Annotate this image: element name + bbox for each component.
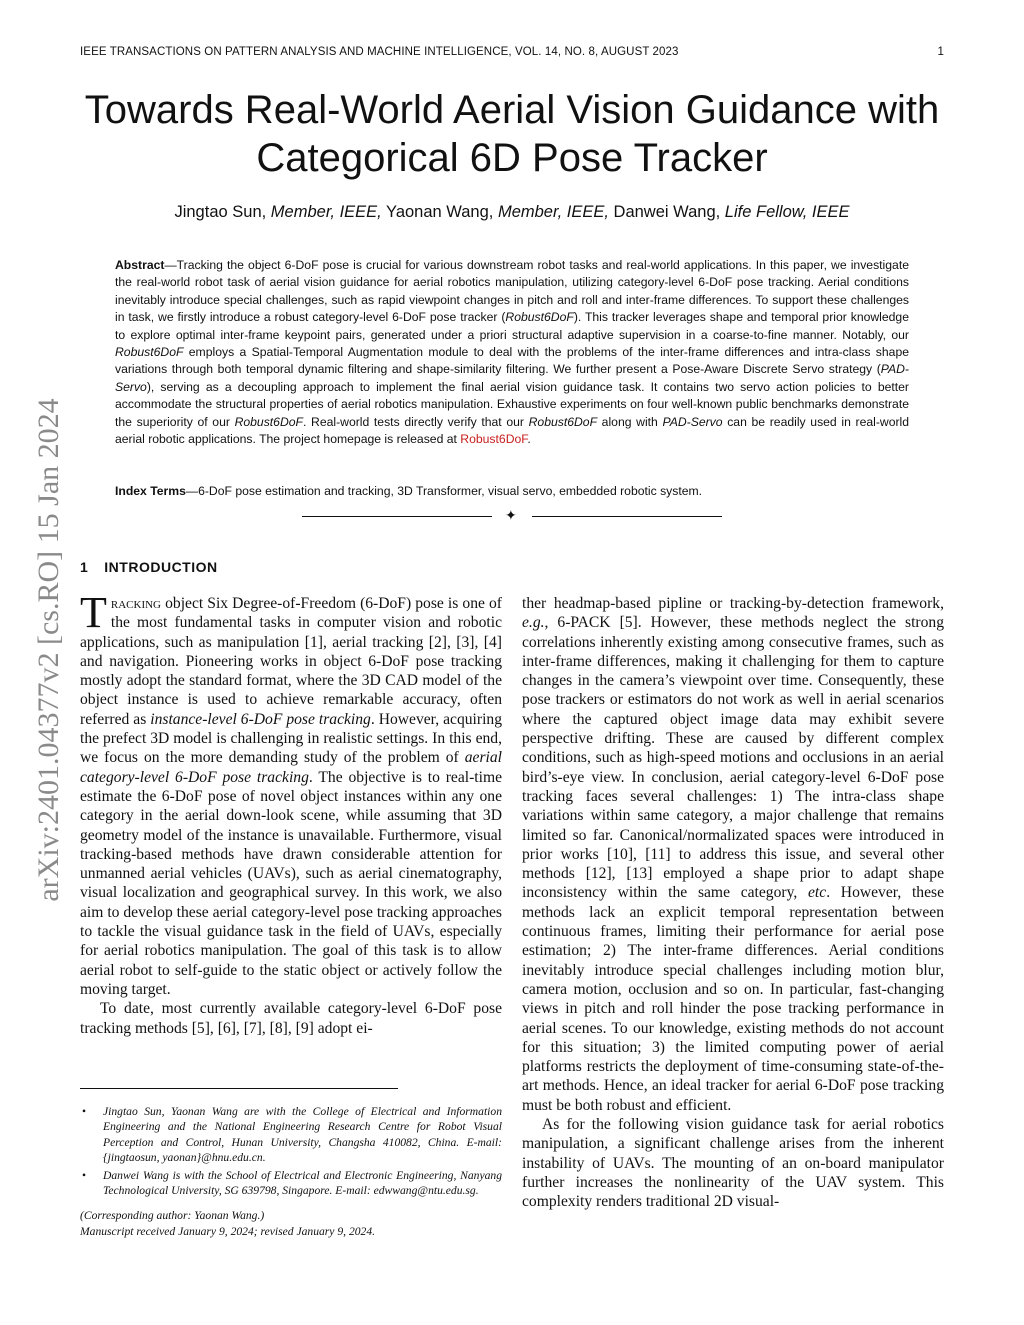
footnote-text: Jingtao Sun, Yaonan Wang are with the College of Electrical and Information Engineering and the National Engineering Research Centre for Robot Visual Perception and Control, Hunan University, Changsha 410082, China. E-mail: {jingtaosun, yaonan}@hnu.edu.cn. [103,1105,502,1165]
footnote-item [80,1168,502,1199]
index-terms-label: Index Terms [115,484,186,498]
index-terms-text: —6-DoF pose estimation and tracking, 3D Transformer, visual servo, embedded robotic system. [185,484,703,498]
section-title: INTRODUCTION [104,559,218,575]
diamond-icon: ✦ [505,509,517,524]
abstract-text: employs a Spatial-Temporal Augmentation module to deal with the problems of the inter-frame differences and intra-class shape variations through both temporal dynamic filtering and shape-similarity filtering. We further present a Pose-Aware Discrete Servo strategy ( [115,345,909,377]
body-text: . However, these methods lack an explicit temporal representation between continuous frames, limiting their performance for aerial pose estimation; 2) The inter-frame differences. Aerial conditions inevitably introduce special challenges including motion blur, camera motion, occlusion and so on. In particular, fast-changing views in pitch and roll hinder the pose tracking performance in aerial scenes. To our knowledge, existing methods do not account for this situation; 3) the limited computing power of aerial platforms restricts the deployment of time-consuming state-of-the-art methods. Hence, an ideal tracker for aerial 6-DoF pose tracking must be both robust and efficient. [522,884,944,1114]
author-2-name: Yaonan Wang, [381,203,498,221]
arxiv-stamp [29,360,69,940]
body-text: , 6-PACK [5]. However, these methods neglect the strong correlations inherently existing among consecutive frames, such as inter-frame differences, making it challenging for them to capture changes in the camera’s viewpoint over time. Consequently, these pose trackers or estimators do not work as well in aerial scenarios where the captured object image data may exhibit severe perspective drifting. These are caused by different complex conditions, such as high-speed motions and occlusions in an aerial bird’s-eye view. In conclusion, aerial category-level 6-DoF pose tracking faces several challenges: 1) The intra-class shape variations within same category, a major challenge that remains limited so far. Canonical/normalizated spaces were introduced in prior works [10], [11] to address this issue, and several other methods [12], [13] employed a shape prior to adapt shape inconsistency within the same category, [522,614,944,902]
abstract-text: along with [597,414,663,429]
author-list [60,203,964,222]
abstract-emph: Robust6DoF [234,414,303,429]
right-column [522,594,944,1212]
footnotes [80,1104,502,1239]
body-text: ther headmap-based pipline or tracking-by-detection framework, [522,595,944,612]
abstract-emph: PAD-Servo [115,362,909,394]
running-header [80,46,944,58]
paragraph [80,588,503,999]
separator-line-right [532,516,722,517]
title-line-1: Towards Real-World Aerial Vision Guidance with [84,88,940,132]
journal-name: IEEE TRANSACTIONS ON PATTERN ANALYSIS AND MACHINE INTELLIGENCE, VOL. 14, NO. 8, AUGUST 2023 [80,46,679,58]
arxiv-identifier: arXiv:2401.04377v2 [cs.RO] 15 Jan 2024 [32,398,65,902]
author-3-name: Danwei Wang, [608,203,725,221]
index-terms [115,483,909,500]
drop-cap: T [80,588,107,637]
abstract-label: Abstract [115,258,165,272]
abstract-text: . Real-world tests directly verify that our [302,414,529,429]
abstract [115,257,909,448]
abstract-emph: Robust6DoF [505,310,574,325]
paragraph: To date, most currently available category-level 6-DoF pose tracking methods [5], [6], [7], [8], [9] adopt ei- [80,1000,502,1037]
body-emph: aerial category-level 6-DoF pose tracking [80,749,502,786]
abstract-emph: PAD-Servo [662,414,723,429]
abstract-text: . [527,432,531,447]
body-emph: instance-level 6-DoF pose tracking [150,710,371,728]
separator-line-left [302,516,492,517]
abstract-text: ), serving as a decoupling approach to implement the final aerial vision guidance task. It contains two servo action policies to better accommodate the structural properties of aerial robotics manipulation. Exhaustive experiments on four well-known public benchmarks demonstrate the superiority of our [115,379,909,429]
footnote-rule [80,1088,398,1089]
manuscript-dates: Manuscript received January 9, 2024; revised January 9, 2024. [80,1224,376,1238]
paragraph [522,594,944,1115]
body-emph: etc [808,884,827,902]
footnote-item [80,1104,502,1166]
title-line-2: Categorical 6D Pose Tracker [256,136,768,180]
bullet-icon: • [82,1105,87,1118]
paragraph: As for the following vision guidance task for aerial robotics manipulation, a significant challenge arises from the inherent instability of UAVs. The mounting of an on-board manipulator further increases the nonlinearity of the UAV system. This complexity renders traditional 2D visual- [522,1116,944,1211]
abstract-text: can be readily used in real-world aerial robotic applications. The project homepage is released at [115,414,910,447]
abstract-text: ). This tracker leverages shape and temporal prior knowledge to explore optimal inter-frame keypoint pairs, generated under a priori structural adaptive supervision in a coarse-to-fine manner. Notably, our [115,310,909,342]
project-homepage-link[interactable]: Robust6DoF [460,432,528,447]
author-1-role: Member, IEEE, [270,203,382,221]
body-emph: e.g. [522,614,545,632]
author-2-role: Member, IEEE, [497,203,609,221]
bullet-icon: • [82,1168,87,1182]
section-heading [80,559,218,575]
author-1-name: Jingtao Sun, [174,203,271,221]
page-number: 1 [937,46,944,58]
lead-in: racking [110,595,162,612]
section-number: 1 [80,559,89,575]
paper-title [60,86,964,182]
corresponding-author: (Corresponding author: Yaonan Wang.) [80,1209,265,1223]
section-separator [302,510,722,524]
abstract-text: —Tracking the object 6-DoF pose is crucial for various downstream robot tasks and real-world applications. In this paper, we investigate the real-world robot task of aerial vision guidance for aerial robotics manipulation, utilizing category-level 6-DoF pose tracking. Aerial conditions inevitably introduce special challenges, such as rapid viewpoint changes in pitch and roll and inter-frame differences. To support these challenges in task, we firstly introduce a robust category-level 6-DoF pose tracker ( [115,258,909,325]
body-text: . However, acquiring the prefect 3D model is challenging in realistic settings. In this end, we focus on the more demanding study of the problem of [80,710,502,767]
body-text: . The objective is to real-time estimate the 6-DoF pose of novel object instances within any one category in the aerial down-look scene, while assuming that 3D geometry model of the instance is unavailable. Furthermore, visual tracking-based methods have drawn considerable attention for unmanned aerial vehicles (UAVs), such as aerial cinematography, visual localization and geographical survey. In this work, we also aim to develop these aerial category-level pose tracking approaches to tackle the visual guidance task in the field of UAVs, especially for aerial robotics manipulation. The goal of this task is to allow aerial robot to self-guide to the static object or actively follow the moving target. [80,768,503,998]
body-text: object Six Degree-of-Freedom (6-DoF) pose is one of the most fundamental tasks in computer vision and robotic applications, such as manipulation [1], aerial tracking [2], [3], [4] and navigation. Pioneering works in object 6-DoF pose tracking mostly adopt the standard format, where the 3D CAD model of the object instance is used to achieve remarkable accuracy, often referred as [80,595,502,728]
footnote-text: Danwei Wang is with the School of Electrical and Electronic Engineering, Nanyang Technological University, SG 639798, Singapore. E-mail: edwwang@ntu.edu.sg. [103,1168,502,1198]
abstract-emph: Robust6DoF [528,414,598,429]
abstract-emph: Robust6DoF [115,345,184,360]
author-3-role: Life Fellow, IEEE [724,203,850,221]
left-column [80,588,503,1038]
